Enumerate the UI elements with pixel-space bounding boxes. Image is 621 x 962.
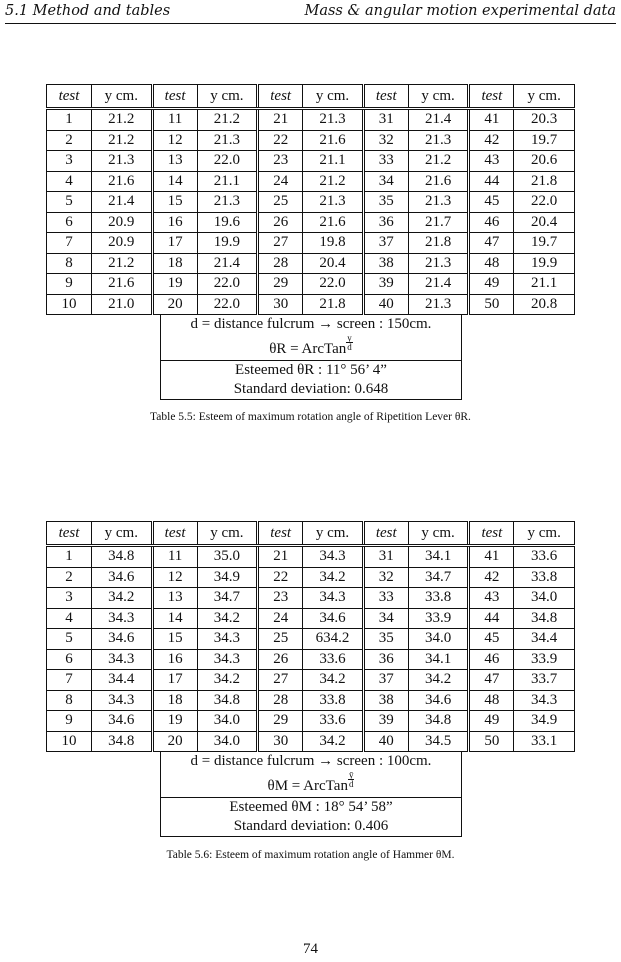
table-row — [47, 109, 575, 131]
y-value-cell: 34.9 — [197, 567, 258, 588]
y-value-cell: 21.2 — [92, 109, 153, 131]
table-row — [47, 608, 575, 629]
y-value-cell: 21.3 — [408, 294, 469, 315]
test-number-cell: 5 — [47, 192, 92, 213]
y-value-cell: 21.2 — [92, 253, 153, 274]
y-value-cell: 34.0 — [514, 588, 575, 609]
y-value-cell: 21.3 — [408, 192, 469, 213]
y-value-cell: 21.3 — [197, 192, 258, 213]
test-number-cell: 35 — [363, 629, 408, 650]
column-header-y: y cm. — [408, 85, 469, 109]
table-row — [47, 567, 575, 588]
y-value-cell: 21.8 — [408, 233, 469, 254]
y-value-cell: 33.6 — [303, 711, 364, 732]
y-value-cell: 34.8 — [92, 546, 153, 568]
y-value-cell: 33.7 — [514, 670, 575, 691]
y-value-cell: 34.2 — [197, 608, 258, 629]
y-value-cell: 19.7 — [514, 233, 575, 254]
column-header-y: y cm. — [303, 85, 364, 109]
test-number-cell: 24 — [258, 608, 303, 629]
y-value-cell: 34.2 — [303, 567, 364, 588]
y-value-cell: 19.9 — [197, 233, 258, 254]
test-number-cell: 4 — [47, 171, 92, 192]
test-number-cell: 38 — [363, 253, 408, 274]
standard-deviation: Standard deviation: 0.406 — [233, 818, 389, 834]
test-number-cell: 36 — [363, 212, 408, 233]
y-value-cell: 21.3 — [92, 151, 153, 172]
test-number-cell: 47 — [469, 233, 514, 254]
page-number: 74 — [303, 941, 318, 957]
y-value-cell: 33.9 — [514, 649, 575, 670]
measurement-table — [46, 521, 575, 752]
y-value-cell: 21.2 — [92, 130, 153, 151]
y-value-cell: 19.8 — [303, 233, 364, 254]
test-number-cell: 25 — [258, 192, 303, 213]
table-row — [47, 711, 575, 732]
esteemed-angle: Esteemed θM : 18° 54’ 58” — [229, 799, 393, 815]
test-number-cell: 45 — [469, 629, 514, 650]
y-value-cell: 21.1 — [514, 274, 575, 295]
y-value-cell: 34.6 — [92, 567, 153, 588]
angle-info-box — [160, 315, 462, 400]
y-value-cell: 22.0 — [197, 151, 258, 172]
y-value-cell: 21.4 — [197, 253, 258, 274]
formula-fraction: $\frac{y}{d}$ — [347, 333, 352, 352]
table-row — [47, 546, 575, 568]
test-number-cell: 12 — [152, 567, 197, 588]
test-number-cell: 27 — [258, 233, 303, 254]
test-number-cell: 15 — [152, 629, 197, 650]
table-header-row — [47, 85, 575, 109]
test-number-cell: 47 — [469, 670, 514, 691]
y-value-cell: 21.3 — [197, 130, 258, 151]
table-row — [47, 192, 575, 213]
y-value-cell: 34.3 — [303, 588, 364, 609]
table-row — [47, 588, 575, 609]
y-value-cell: 34.2 — [197, 670, 258, 691]
test-number-cell: 5 — [47, 629, 92, 650]
test-number-cell: 44 — [469, 608, 514, 629]
column-header-test: test — [469, 522, 514, 546]
test-number-cell: 43 — [469, 588, 514, 609]
test-number-cell: 50 — [469, 731, 514, 752]
column-header-test: test — [469, 85, 514, 109]
test-number-cell: 27 — [258, 670, 303, 691]
y-value-cell: 20.3 — [514, 109, 575, 131]
test-number-cell: 2 — [47, 130, 92, 151]
y-value-cell: 34.4 — [514, 629, 575, 650]
y-value-cell: 19.6 — [197, 212, 258, 233]
y-value-cell: 20.4 — [514, 212, 575, 233]
test-number-cell: 21 — [258, 109, 303, 131]
test-number-cell: 8 — [47, 253, 92, 274]
y-value-cell: 34.2 — [303, 670, 364, 691]
table-caption: Table 5.6: Esteem of maximum rotation angle of Hammer θM. — [166, 849, 455, 861]
distance-line: d = distance fulcrum → screen : 100cm. — [190, 753, 432, 769]
y-value-cell: 34.5 — [408, 731, 469, 752]
y-value-cell: 34.6 — [92, 711, 153, 732]
y-value-cell: 21.2 — [197, 109, 258, 131]
test-number-cell: 32 — [363, 567, 408, 588]
test-number-cell: 25 — [258, 629, 303, 650]
test-number-cell: 42 — [469, 130, 514, 151]
formula-line — [161, 771, 461, 798]
test-number-cell: 34 — [363, 171, 408, 192]
table-row — [47, 151, 575, 172]
measurement-table — [46, 84, 575, 315]
column-header-test: test — [363, 85, 408, 109]
y-value-cell: 21.3 — [408, 253, 469, 274]
standard-deviation: Standard deviation: 0.648 — [233, 381, 389, 397]
column-header-test: test — [363, 522, 408, 546]
column-header-y: y cm. — [514, 522, 575, 546]
y-value-cell: 20.8 — [514, 294, 575, 315]
column-header-y: y cm. — [197, 85, 258, 109]
y-value-cell: 21.6 — [92, 171, 153, 192]
esteemed-angle: Esteemed θR : 11° 56’ 4” — [235, 362, 387, 378]
test-number-cell: 26 — [258, 649, 303, 670]
column-header-y: y cm. — [514, 85, 575, 109]
test-number-cell: 48 — [469, 690, 514, 711]
y-value-cell: 21.6 — [408, 171, 469, 192]
table-row — [47, 233, 575, 254]
y-value-cell: 22.0 — [303, 274, 364, 295]
test-number-cell: 14 — [152, 608, 197, 629]
y-value-cell: 34.0 — [197, 711, 258, 732]
y-value-cell: 34.4 — [92, 670, 153, 691]
test-number-cell: 49 — [469, 274, 514, 295]
test-number-cell: 21 — [258, 546, 303, 568]
test-number-cell: 36 — [363, 649, 408, 670]
table-row — [47, 171, 575, 192]
y-value-cell: 34.3 — [92, 608, 153, 629]
formula-line — [161, 334, 461, 361]
y-value-cell: 34.6 — [92, 629, 153, 650]
test-number-cell: 44 — [469, 171, 514, 192]
test-number-cell: 26 — [258, 212, 303, 233]
y-value-cell: 34.3 — [197, 629, 258, 650]
y-value-cell: 20.6 — [514, 151, 575, 172]
test-number-cell: 10 — [47, 731, 92, 752]
test-number-cell: 8 — [47, 690, 92, 711]
y-value-cell: 21.3 — [408, 130, 469, 151]
y-value-cell: 33.8 — [408, 588, 469, 609]
test-number-cell: 39 — [363, 711, 408, 732]
test-number-cell: 37 — [363, 670, 408, 691]
column-header-test: test — [47, 85, 92, 109]
test-number-cell: 6 — [47, 649, 92, 670]
test-number-cell: 23 — [258, 588, 303, 609]
column-header-y: y cm. — [408, 522, 469, 546]
running-header — [5, 3, 616, 24]
y-value-cell: 34.8 — [408, 711, 469, 732]
y-value-cell: 34.8 — [92, 731, 153, 752]
test-number-cell: 40 — [363, 294, 408, 315]
column-header-test: test — [152, 85, 197, 109]
y-value-cell: 20.9 — [92, 212, 153, 233]
test-number-cell: 34 — [363, 608, 408, 629]
test-number-cell: 22 — [258, 567, 303, 588]
table-row — [47, 294, 575, 315]
test-number-cell: 17 — [152, 670, 197, 691]
y-value-cell: 34.0 — [408, 629, 469, 650]
column-header-test: test — [152, 522, 197, 546]
test-number-cell: 29 — [258, 711, 303, 732]
test-number-cell: 22 — [258, 130, 303, 151]
test-number-cell: 7 — [47, 233, 92, 254]
table-caption: Table 5.5: Esteem of maximum rotation angle of Ripetition Lever θR. — [150, 411, 471, 423]
test-number-cell: 28 — [258, 690, 303, 711]
test-number-cell: 32 — [363, 130, 408, 151]
test-number-cell: 3 — [47, 588, 92, 609]
test-number-cell: 45 — [469, 192, 514, 213]
y-value-cell: 22.0 — [197, 294, 258, 315]
test-number-cell: 1 — [47, 546, 92, 568]
test-number-cell: 40 — [363, 731, 408, 752]
y-value-cell: 21.8 — [514, 171, 575, 192]
y-value-cell: 34.3 — [514, 690, 575, 711]
test-number-cell: 11 — [152, 109, 197, 131]
test-number-cell: 20 — [152, 294, 197, 315]
test-number-cell: 39 — [363, 274, 408, 295]
y-value-cell: 34.1 — [408, 649, 469, 670]
test-number-cell: 30 — [258, 294, 303, 315]
table-header-row — [47, 522, 575, 546]
test-number-cell: 50 — [469, 294, 514, 315]
table-row — [47, 670, 575, 691]
y-value-cell: 22.0 — [514, 192, 575, 213]
test-number-cell: 48 — [469, 253, 514, 274]
y-value-cell: 21.2 — [408, 151, 469, 172]
y-value-cell: 33.8 — [514, 567, 575, 588]
y-value-cell: 21.4 — [92, 192, 153, 213]
y-value-cell: 34.0 — [197, 731, 258, 752]
y-value-cell: 34.3 — [92, 649, 153, 670]
y-value-cell: 21.6 — [92, 274, 153, 295]
table-row — [47, 649, 575, 670]
y-value-cell: 21.2 — [303, 171, 364, 192]
test-number-cell: 42 — [469, 567, 514, 588]
test-number-cell: 46 — [469, 212, 514, 233]
column-header-y: y cm. — [197, 522, 258, 546]
test-number-cell: 37 — [363, 233, 408, 254]
angle-info-box — [160, 752, 462, 837]
test-number-cell: 9 — [47, 711, 92, 732]
test-number-cell: 1 — [47, 109, 92, 131]
test-number-cell: 23 — [258, 151, 303, 172]
test-number-cell: 4 — [47, 608, 92, 629]
y-value-cell: 34.2 — [92, 588, 153, 609]
test-number-cell: 33 — [363, 588, 408, 609]
y-value-cell: 34.3 — [92, 690, 153, 711]
y-value-cell: 34.9 — [514, 711, 575, 732]
table-row — [47, 629, 575, 650]
y-value-cell: 21.7 — [408, 212, 469, 233]
test-number-cell: 16 — [152, 212, 197, 233]
y-value-cell: 34.3 — [303, 546, 364, 568]
y-value-cell: 35.0 — [197, 546, 258, 568]
test-number-cell: 16 — [152, 649, 197, 670]
y-value-cell: 34.6 — [408, 690, 469, 711]
y-value-cell: 34.7 — [408, 567, 469, 588]
test-number-cell: 30 — [258, 731, 303, 752]
table-row — [47, 212, 575, 233]
test-number-cell: 10 — [47, 294, 92, 315]
test-number-cell: 31 — [363, 546, 408, 568]
y-value-cell: 34.1 — [408, 546, 469, 568]
test-number-cell: 14 — [152, 171, 197, 192]
column-header-y: y cm. — [92, 85, 153, 109]
test-number-cell: 12 — [152, 130, 197, 151]
formula-lhs: θR = ArcTan — [269, 341, 347, 357]
y-value-cell: 21.6 — [303, 212, 364, 233]
y-value-cell: 34.7 — [197, 588, 258, 609]
test-number-cell: 35 — [363, 192, 408, 213]
test-number-cell: 6 — [47, 212, 92, 233]
header-section-title: 5.1 Method and tables — [5, 3, 171, 19]
y-value-cell: 19.9 — [514, 253, 575, 274]
y-value-cell: 21.1 — [197, 171, 258, 192]
table-row — [47, 253, 575, 274]
column-header-test: test — [258, 522, 303, 546]
distance-line: d = distance fulcrum → screen : 150cm. — [190, 316, 432, 332]
y-value-cell: 33.6 — [303, 649, 364, 670]
test-number-cell: 24 — [258, 171, 303, 192]
y-value-cell: 21.4 — [408, 109, 469, 131]
test-number-cell: 11 — [152, 546, 197, 568]
y-value-cell: 21.3 — [303, 109, 364, 131]
test-number-cell: 2 — [47, 567, 92, 588]
column-header-test: test — [47, 522, 92, 546]
y-value-cell: 22.0 — [197, 274, 258, 295]
test-number-cell: 49 — [469, 711, 514, 732]
y-value-cell: 20.9 — [92, 233, 153, 254]
header-chapter-title: Mass & angular motion experimental data — [304, 3, 616, 19]
table-row — [47, 690, 575, 711]
table-row — [47, 130, 575, 151]
test-number-cell: 18 — [152, 690, 197, 711]
y-value-cell: 19.7 — [514, 130, 575, 151]
y-value-cell: 21.1 — [303, 151, 364, 172]
y-value-cell: 34.2 — [408, 670, 469, 691]
y-value-cell: 21.6 — [303, 130, 364, 151]
test-number-cell: 15 — [152, 192, 197, 213]
y-value-cell: 34.8 — [197, 690, 258, 711]
table-block-hammer — [46, 521, 574, 837]
table-row — [47, 731, 575, 752]
y-value-cell: 33.8 — [303, 690, 364, 711]
test-number-cell: 19 — [152, 711, 197, 732]
test-number-cell: 7 — [47, 670, 92, 691]
test-number-cell: 18 — [152, 253, 197, 274]
test-number-cell: 13 — [152, 588, 197, 609]
formula-fraction: $\frac{ȳ}{d}$ — [348, 770, 354, 789]
test-number-cell: 28 — [258, 253, 303, 274]
y-value-cell: 20.4 — [303, 253, 364, 274]
test-number-cell: 43 — [469, 151, 514, 172]
formula-lhs: θM = ArcTan — [267, 778, 348, 794]
y-value-cell: 34.6 — [303, 608, 364, 629]
test-number-cell: 20 — [152, 731, 197, 752]
test-number-cell: 13 — [152, 151, 197, 172]
test-number-cell: 31 — [363, 109, 408, 131]
table-row — [47, 274, 575, 295]
test-number-cell: 38 — [363, 690, 408, 711]
test-number-cell: 9 — [47, 274, 92, 295]
y-value-cell: 34.3 — [197, 649, 258, 670]
y-value-cell: 634.2 — [303, 629, 364, 650]
y-value-cell: 34.2 — [303, 731, 364, 752]
y-value-cell: 21.8 — [303, 294, 364, 315]
y-value-cell: 21.0 — [92, 294, 153, 315]
test-number-cell: 3 — [47, 151, 92, 172]
test-number-cell: 41 — [469, 546, 514, 568]
y-value-cell: 21.4 — [408, 274, 469, 295]
y-value-cell: 33.1 — [514, 731, 575, 752]
column-header-y: y cm. — [92, 522, 153, 546]
test-number-cell: 46 — [469, 649, 514, 670]
test-number-cell: 17 — [152, 233, 197, 254]
test-number-cell: 19 — [152, 274, 197, 295]
column-header-test: test — [258, 85, 303, 109]
test-number-cell: 29 — [258, 274, 303, 295]
table-block-ripetition-lever — [46, 84, 574, 400]
y-value-cell: 34.8 — [514, 608, 575, 629]
column-header-y: y cm. — [303, 522, 364, 546]
test-number-cell: 41 — [469, 109, 514, 131]
y-value-cell: 21.3 — [303, 192, 364, 213]
test-number-cell: 33 — [363, 151, 408, 172]
y-value-cell: 33.6 — [514, 546, 575, 568]
y-value-cell: 33.9 — [408, 608, 469, 629]
